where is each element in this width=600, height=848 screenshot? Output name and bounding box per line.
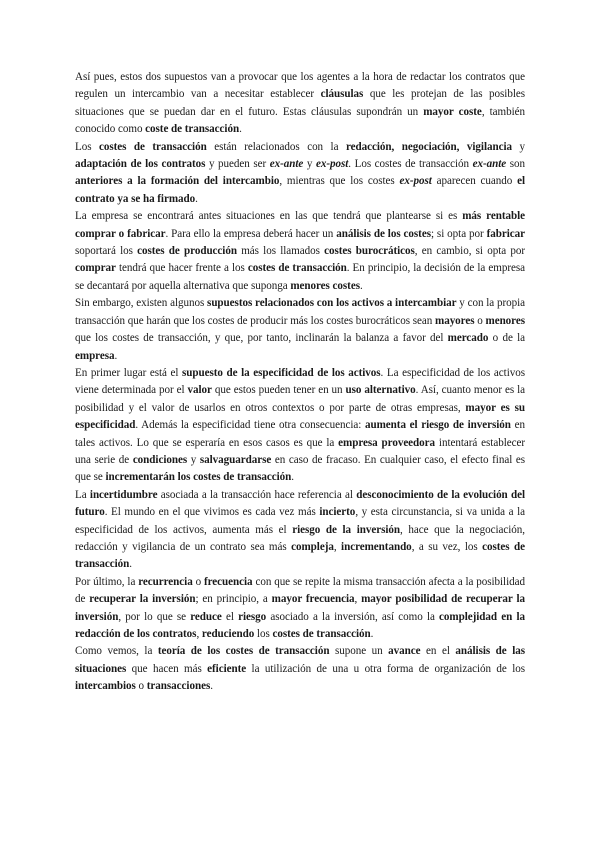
text-run: , mientras que los costes	[279, 175, 400, 188]
bold-text-run: recuperar la inversión	[89, 593, 196, 606]
text-run: ,	[354, 593, 362, 606]
bold-text-run: eficiente	[207, 662, 247, 675]
paragraph	[75, 365, 525, 487]
paragraph	[75, 208, 525, 295]
bold-text-run: recurrencia	[138, 575, 193, 588]
bold-text-run: empresa proveedora	[338, 436, 436, 449]
bold-text-run: adaptación de los contratos	[75, 158, 206, 171]
text-run: y con la propia transacción que harán que los costes de producir más los costes burocráticos sean	[75, 297, 525, 327]
text-run: Los	[75, 140, 99, 153]
bold-text-run: reduciendo	[201, 628, 255, 640]
paragraph	[75, 643, 525, 695]
paragraph	[75, 574, 525, 644]
text-run: en caso de fracaso. En cualquier caso, el efecto final es que se	[75, 453, 526, 484]
bold-text-run: redacción, negociación, vigilancia	[345, 140, 512, 153]
text-run: En primer lugar está el	[75, 366, 183, 379]
text-run: asociada a la transacción hace referencia al	[157, 488, 357, 501]
text-run: Como vemos, la	[75, 645, 158, 658]
paragraph	[75, 139, 525, 209]
paragraph	[75, 295, 525, 365]
text-run: . Los costes de transacción	[348, 158, 473, 171]
bold-text-run: anteriores a la formación del intercambio	[75, 175, 280, 188]
text-run: que les protejan de las posibles situaciones que se puedan dar en el futuro. Estas cláusulas supondrán un	[75, 88, 525, 118]
bold-text-run: intercambios	[75, 680, 136, 693]
text-run: .	[239, 123, 242, 136]
text-run: .	[370, 628, 374, 640]
bold-text-run: costes de transacción	[75, 540, 525, 571]
text-run: aparecen cuando	[431, 175, 518, 188]
text-run: soportará los	[75, 245, 138, 258]
bold-text-run: costes de transacción	[247, 262, 347, 275]
text-run: y	[512, 140, 525, 153]
bold-text-run: el contrato ya se ha firmado	[75, 175, 525, 205]
bold-text-run: desconocimiento de la evolución del futuro	[75, 488, 526, 519]
bold-text-run: riesgo	[238, 610, 267, 623]
bold-text-run: mayor frecuencia	[271, 593, 355, 606]
text-run: el	[221, 610, 239, 623]
bold-text-run: teoría de los costes de transacción	[157, 645, 330, 658]
text-run: ,	[196, 628, 202, 640]
bold-text-run: menores costes	[290, 279, 360, 292]
bold-text-run: empresa	[75, 349, 115, 362]
text-run: ,	[333, 540, 342, 553]
text-run: más los llamados	[236, 245, 325, 258]
text-run: tendrá que hacer frente a los	[115, 262, 248, 275]
text-run: .	[291, 471, 294, 484]
bold-text-run: fabricar	[486, 227, 525, 240]
text-run: supone un	[329, 645, 389, 658]
bold-text-run: más rentable comprar o fabricar	[75, 210, 526, 240]
bold-text-run: complejidad en la redacción de los contratos	[75, 610, 525, 640]
bold-text-run: incierto	[319, 506, 356, 519]
text-run: . En principio, la decisión de la empresa se decantará por aquella alternativa que suponga	[75, 262, 525, 292]
text-run: en tales activos. Lo que se esperaría en esos casos es que la	[75, 419, 525, 449]
text-run: están relacionados con la	[206, 140, 346, 153]
bold-text-run: mayores	[435, 314, 475, 327]
text-run: y	[187, 453, 200, 466]
bold-text-run: transacciones	[146, 680, 211, 693]
bold-text-run: supuesto de la especificidad de los activos	[182, 366, 381, 379]
text-run: o	[192, 575, 204, 588]
text-run: , a su vez, los	[411, 540, 483, 553]
bold-text-run: ex-post	[315, 158, 349, 171]
text-run: , por lo que se	[118, 610, 191, 623]
text-run: La empresa se encontrará antes situaciones en las que tendrá que plantearse si es	[75, 210, 463, 223]
bold-text-run: uso alternativo	[345, 384, 416, 397]
bold-text-run: salvaguardarse	[199, 453, 272, 466]
bold-text-run: valor	[187, 384, 212, 397]
text-run: Por último, la	[75, 575, 139, 588]
text-run: que estos pueden tener en un	[211, 384, 346, 397]
text-run: que los costes de transacción, y que, por tanto, inclinarán la balanza a favor del	[75, 332, 448, 345]
text-run: que hacen más	[126, 662, 208, 675]
text-run: en el	[420, 645, 456, 658]
bold-text-run: mercado	[447, 332, 489, 345]
text-run: asociado a la inversión, así como la	[266, 610, 440, 623]
text-run: , en cambio, si opta por	[414, 245, 525, 258]
text-run: intentará establecer una serie de	[75, 436, 526, 466]
bold-text-run: condiciones	[132, 453, 188, 466]
bold-text-run: costes de transacción	[272, 628, 371, 640]
text-run: . Para ello la empresa deberá hacer un	[165, 227, 337, 240]
bold-text-run: cláusulas	[320, 88, 364, 101]
text-run: la utilización de una u otra forma de organización de los	[246, 662, 525, 675]
bold-text-run: frecuencia	[203, 575, 253, 588]
text-run: . El mundo en el que vivimos es cada vez más	[104, 506, 320, 519]
bold-text-run: reduce	[190, 610, 222, 623]
bold-text-run: incrementando	[341, 540, 412, 553]
text-run: o	[474, 314, 486, 327]
bold-text-run: ex-ante	[472, 158, 507, 171]
text-run: y	[303, 158, 316, 171]
text-run: Sin embargo, existen algunos	[75, 297, 208, 310]
text-run: . Así, cuanto menor es la posibilidad y el valor de usarlos en otros contextos o por parte de otras empresas,	[75, 384, 525, 414]
bold-text-run: compleja	[291, 540, 334, 553]
text-run: son	[506, 158, 525, 171]
text-run: , y esta circunstancia, si va unida a la especificidad de los activos, aumenta más el	[75, 506, 525, 536]
bold-text-run: aumenta el riesgo de inversión	[365, 419, 511, 432]
text-run: . Además la especificidad tiene otra consecuencia:	[135, 419, 365, 432]
bold-text-run: avance	[388, 645, 421, 658]
text-run: y pueden ser	[205, 158, 270, 171]
bold-text-run: supuestos relacionados con los activos a intercambiar	[207, 297, 457, 310]
document-body	[75, 69, 525, 696]
text-run: La	[75, 488, 90, 501]
bold-text-run: mayor posibilidad de recuperar la inversión	[75, 593, 525, 623]
bold-text-run: menores	[485, 314, 525, 327]
bold-text-run: costes burocráticos	[324, 245, 415, 258]
text-run: los	[254, 628, 273, 640]
bold-text-run: incertidumbre	[89, 488, 158, 501]
text-run: . La especificidad de los activos viene determinada por el	[75, 366, 526, 397]
text-run: , hace que la negociación, redacción y vigilancia de un contrato sea más	[75, 523, 525, 553]
bold-text-run: análisis de los costes	[336, 227, 431, 240]
text-run: .	[129, 558, 133, 571]
text-run: o de la	[488, 332, 525, 345]
text-run: o	[135, 680, 147, 693]
text-run: .	[210, 680, 213, 693]
text-run: Así pues, estos dos supuestos van a provocar que los agentes a la hora de redactar los contratos que regulen un intercambio van a necesitar establecer	[75, 71, 525, 101]
bold-text-run: ex-post	[399, 175, 432, 188]
text-run: ; si opta por	[430, 227, 487, 240]
bold-text-run: comprar	[75, 262, 116, 275]
text-run: ; en principio, a	[195, 593, 272, 606]
bold-text-run: riesgo de la inversión	[292, 523, 401, 536]
bold-text-run: mayor coste	[423, 105, 482, 118]
bold-text-run: incrementarán los costes de transacción	[105, 471, 292, 484]
paragraph	[75, 487, 525, 574]
text-run: .	[195, 192, 198, 205]
bold-text-run: mayor es su especificidad	[75, 401, 525, 432]
text-run: , también conocido como	[75, 105, 525, 136]
bold-text-run: análisis de las situaciones	[75, 645, 525, 675]
bold-text-run: ex-ante	[269, 158, 304, 171]
text-run: con que se repite la misma transacción afecta a la posibilidad de	[75, 575, 525, 606]
bold-text-run: costes de producción	[137, 245, 237, 258]
text-run: .	[359, 279, 363, 292]
bold-text-run: coste de transacción	[145, 123, 240, 136]
text-run: .	[114, 349, 118, 362]
bold-text-run: costes de transacción	[99, 140, 207, 153]
paragraph	[75, 69, 525, 139]
